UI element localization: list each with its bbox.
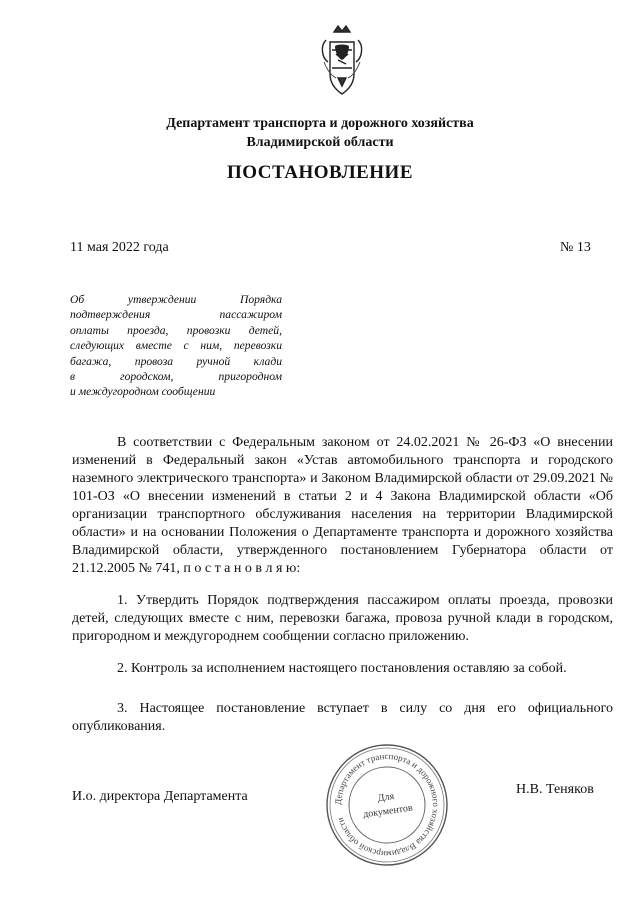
item-2-text: 2. Контроль за исполнением настоящего постановления оставляю за собой. [117,661,567,676]
document-date: 11 мая 2022 года [70,240,169,255]
item-1-paragraph [72,592,613,646]
item-3-paragraph [72,700,613,736]
subject-line: багажа, провоза ручной клади [70,354,282,368]
official-stamp-icon [324,742,450,868]
stamp-ring-text: Департамент транспорта и дорожного хозяйства Владимирской области [332,750,442,860]
signatory-name: Н.В. Теняков [516,782,594,797]
subject-line: Об утверждении Порядка [70,293,282,306]
subject-line: подтверждения пассажиром [70,308,282,322]
signatory-position: И.о. директора Департамента [72,789,248,804]
document-number: № 13 [560,240,591,255]
subject-line: в городском, пригородном [70,370,282,384]
item-3-text: 3. Настоящее постановление вступает в силу со дня его официального опубликования. [72,701,613,734]
department-name-line1: Департамент транспорта и дорожного хозяйства [166,116,474,131]
document-subject [70,292,282,400]
item-2-paragraph [72,660,613,678]
stamp-center-line1: Для [377,790,395,805]
coat-of-arms-icon [316,22,368,102]
subject-line: оплаты проезда, провозки детей, [70,323,282,337]
document-title: ПОСТАНОВЛЕНИЕ [226,162,414,183]
item-1-text: 1. Утвердить Порядок подтверждения пассажиром оплаты проезда, провозки детей, следующих вместе с ним, перевозки багажа, провоза ручной клади в городском, пригородном и междугороднем сообщении согласно приложению. [72,593,613,644]
department-name-line2: Владимирской области [246,135,394,150]
preamble-paragraph [72,434,613,578]
subject-line: и междугородном сообщении [70,385,216,399]
stamp-center-line2: документов [362,802,414,821]
subject-line: следующих вместе с ним, перевозки [70,339,282,353]
preamble-text: В соответствии с Федеральным законом от 24.02.2021 № 26-ФЗ «О внесении изменений в Федеральный закон «Устав автомобильного транспорта и городского наземного электрического транспорта» и Законом Владимирской области от 29.09.2021 № 101-ОЗ «О внесении изменений в статьи 2 и 4 Закона Владимирской области «Об организации транспортного обслуживания населения на территории Владимирской области» и на основании Положения о Департаменте транспорта и дорожного хозяйства Владимирской области, утвержденного постановлением Губернатора области от 21.12.2005 № 741, п о с т а н о в л я ю: [72,435,613,576]
